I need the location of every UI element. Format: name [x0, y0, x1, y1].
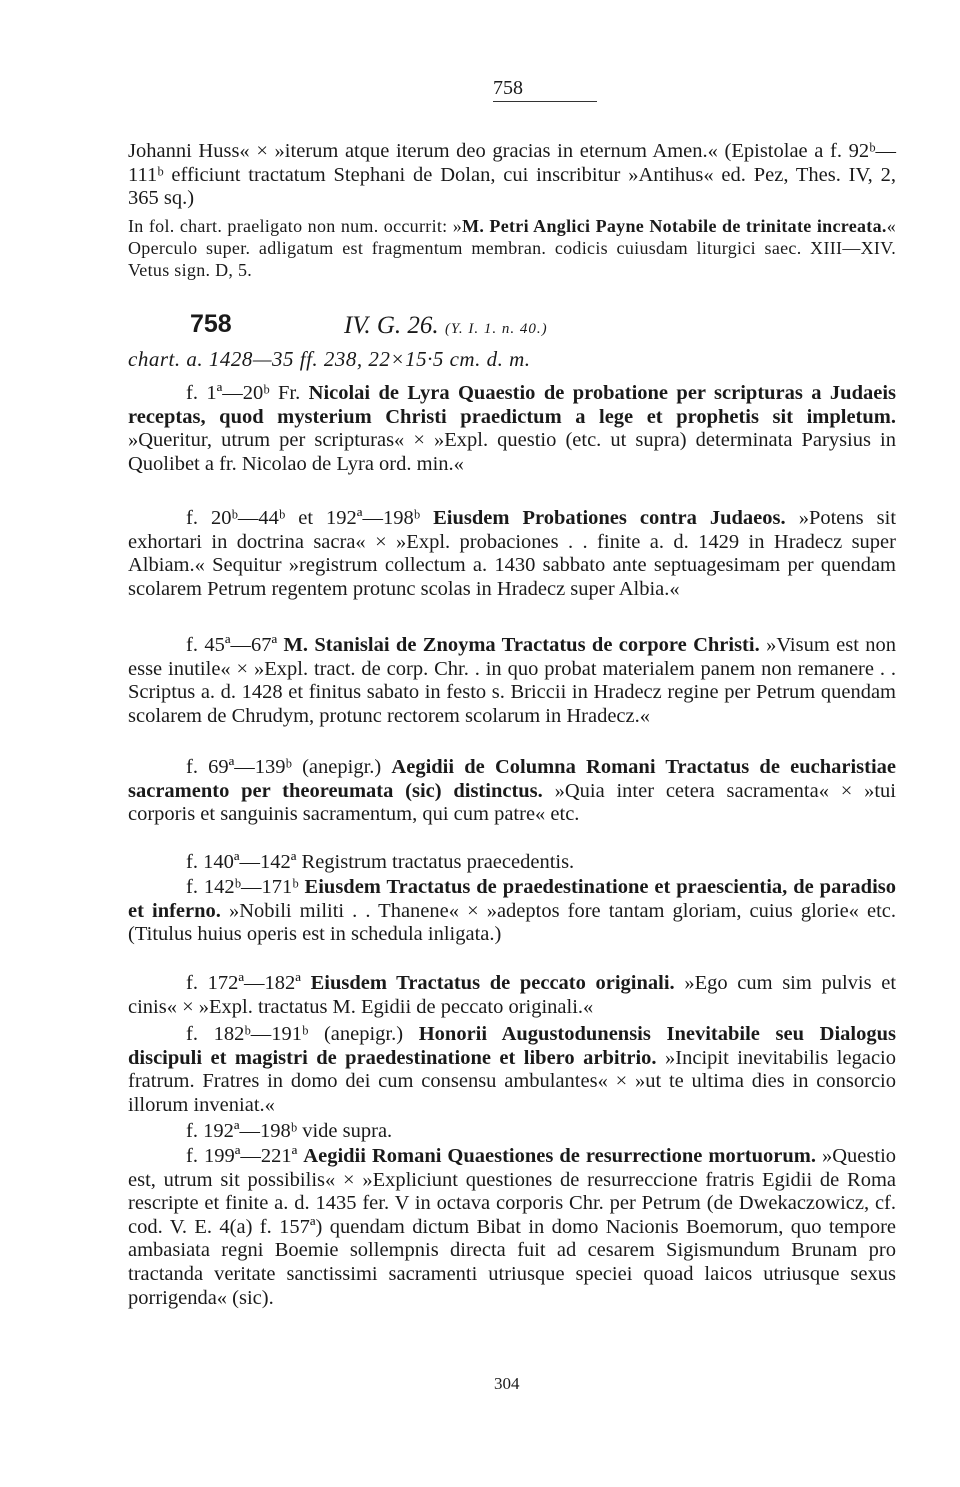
item-folio: f. 192ª—198ᵇ — [186, 1120, 298, 1142]
item-8 — [128, 1023, 896, 1117]
intro-note-title: M. Petri Anglici Payne Notabile de trinitate increata. — [462, 216, 887, 236]
item-5 — [128, 851, 896, 875]
item-text: »Questio est, utrum sit possibilis« × »Expliciunt questiones de resurreccione fratris Egidii de Roma rescripte et finite a. d. 1435 fer. V in octava corporis Chr. per Petrum (de Dwekaczowicz, cf. cod. V. E. 4(a) f. 157ª) quendam dictum Bibat in domo Nacionis Boemorum, quo tempore ambasiata regni Boemie sollempnis directa fuit ad cesarem Sigismundum Brunam pro tractanda veritate sanctissimi sacramenti utriusque speciei quoad laicos utriusque sexus porrigenda« (sic). — [128, 1145, 897, 1309]
item-title: Eiusdem Tractatus de praedestinatione et praescientia, de paradiso et inferno. — [128, 876, 896, 922]
item-title: Eiusdem Probationes contra Judaeos. — [433, 507, 786, 529]
entry-signature-text: IV. G. 26. — [344, 312, 439, 339]
item-folio: f. 182ᵇ—191ᵇ (anepigr.) — [186, 1023, 404, 1045]
item-folio: f. 45ª—67ª — [186, 634, 278, 656]
item-text: »Quia inter cetera sacramenta« × »tui corporis et sanguinis sacramentum, qui cum patre« etc. — [128, 779, 896, 826]
physical-description: chart. a. 1428—35 ff. 238, 22×15·5 cm. d. m. — [128, 347, 531, 371]
item-folio: f. 1ª—20ᵇ Fr. — [186, 382, 301, 404]
item-folio: f. 69ª—139ᵇ (anepigr.) — [186, 756, 382, 778]
item-6 — [128, 876, 896, 947]
item-text: vide supra. — [302, 1120, 393, 1142]
item-1 — [128, 382, 896, 476]
item-text: »Potens sit exhortari in doctrina sacra« × »Expl. probaciones . . finite a. d. 1429 in Hradecz super Albiam.« Sequitur »registrum collectum a. 1430 sabbato ante septuagesimam per quendam scolarem Petrum regentem protunc scolas in Hradecz super Albia.« — [128, 507, 897, 600]
item-folio: f. 142ᵇ—171ᵇ — [186, 876, 299, 898]
entry-signature — [344, 312, 548, 340]
item-text: »Nobili militi . . Thanene« × »adeptos fore tantam gloriam, cuius glorie« etc. (Titulus huius operis est in schedula inligata.) — [128, 899, 896, 946]
item-text: »Ego cum sim pulvis et cinis« × »Expl. tractatus M. Egidii de peccato originali.« — [128, 972, 897, 1018]
intro-note — [128, 215, 896, 281]
entry-number: 758 — [190, 310, 232, 338]
item-7 — [128, 972, 896, 1019]
item-4 — [128, 756, 896, 827]
item-2 — [128, 507, 896, 601]
intro-note-text: In fol. chart. praeligato non num. occurrit: » — [128, 216, 463, 236]
item-text: »Incipit inevitabilis legacio fratrum. Fratres in domo dei cum consensu ambulantes« × »ut te ultima dies in consorcio illorum inveniat.« — [128, 1046, 896, 1116]
page-number: 758 — [493, 76, 597, 102]
entry-old-signature: (Y. I. 1. n. 40.) — [444, 321, 548, 337]
item-folio: f. 172ª—182ª — [186, 972, 301, 994]
item-title: M. Stanislai de Znoyma Tractatus de corpore Christi. — [283, 634, 760, 656]
item-text: Registrum tractatus praecedentis. — [301, 851, 575, 873]
intro-note-rest: « Operculo super. adligatum est fragmentum membran. codicis cuiusdam liturgici saec. XIII—XIV. Vetus sign. D, 5. — [128, 216, 897, 280]
item-10 — [128, 1145, 896, 1310]
item-9 — [128, 1120, 896, 1144]
item-text: »Queritur, utrum per scripturas« × »Expl. questio (etc. ut supra) determinata Parysius in Quolibet a fr. Nicolao de Lyra ord. min.« — [128, 429, 896, 475]
item-title: Aegidii de Columna Romani Tractatus de eucharistiae sacramento per theoreumata (sic) distinctus. — [128, 756, 897, 802]
intro-paragraph: Johanni Huss« × »iterum atque iterum deo gracias in eternum Amen.« (Epistolae a f. 92ᵇ—111ᵇ efficiunt tractatum Stephani de Dolan, cui inscribitur »Antihus« ed. Pez, Thes. IV, 2, 365 sq.) — [128, 140, 896, 210]
entry-heading — [128, 310, 896, 346]
item-text: »Visum est non esse inutile« × »Expl. tract. de corp. Chr. . in quo probat materialem panem non remanere . . Scriptus a. d. 1428 et finitus sabato in festo s. Briccii in Hradecz regine per Petrum quendam scolarem de Chrudym, protunc rectorem scolarum in Hradecz.« — [128, 634, 897, 727]
item-title: Nicolai de Lyra Quaestio de probatione per scripturas a Judaeis receptas, quod mysterium Christi praedictum a lege et prophetis sit impletum. — [128, 382, 896, 428]
item-3 — [128, 634, 896, 728]
item-title: Aegidii Romani Quaestiones de resurrectione mortuorum. — [303, 1145, 816, 1167]
item-folio: f. 199ª—221ª — [186, 1145, 298, 1167]
item-title: Eiusdem Tractatus de peccato originali. — [310, 972, 675, 994]
footer-folio: 304 — [494, 1374, 520, 1393]
item-folio: f. 140ª—142ª — [186, 851, 297, 873]
item-folio: f. 20ᵇ—44ᵇ et 192ª—198ᵇ — [186, 507, 421, 529]
item-title: Honorii Augustodunensis Inevitabile seu Dialogus discipuli et magistri de praedestinatione et libero arbitrio. — [128, 1023, 897, 1069]
